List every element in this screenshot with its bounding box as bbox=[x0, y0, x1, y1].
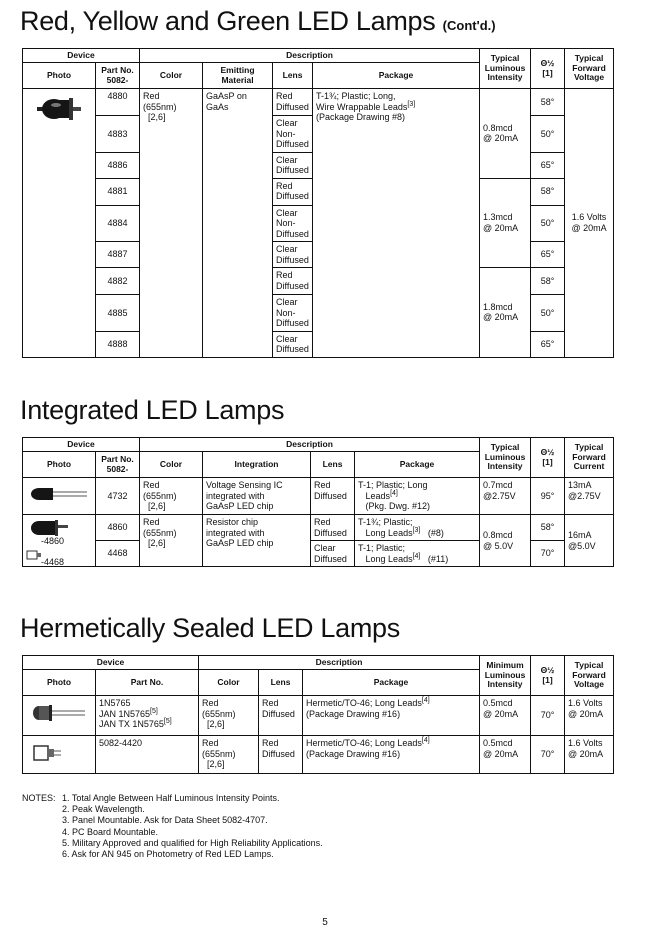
header-description: Description bbox=[140, 49, 480, 63]
header-typical-intensity: Typical Luminous Intensity bbox=[480, 438, 531, 478]
note-item: 1. Total Angle Between Half Luminous Intensity Points. bbox=[62, 793, 280, 803]
header-photo: Photo bbox=[23, 452, 96, 478]
section-title-suffix: (Cont'd.) bbox=[442, 18, 496, 33]
intensity-group-2: 1.3mcd @ 20mA bbox=[480, 178, 531, 268]
table-row: 4882 Red Diffused 1.8mcd @ 20mA 58° bbox=[23, 268, 614, 295]
section-title-hermetic: Hermetically Sealed LED Lamps bbox=[20, 613, 400, 643]
table-row: 1N5765 JAN 1N5765[5] JAN TX 1N5765[5] Red (655nm) [2,6] Red Diffused Hermetic/TO-46; Long Leads[4] (Package Drawing #16) 0.5mcd @ 20mA 70° 1.6 Volts @ 20mA bbox=[23, 696, 614, 736]
header-device: Device bbox=[23, 438, 140, 452]
led-lamp-photo-icon bbox=[36, 97, 82, 121]
header-forward-current: Typical Forward Current bbox=[565, 438, 614, 478]
header-package: Package bbox=[355, 452, 480, 478]
table-row: 4468 Clear Diffused T-1; Plastic; Long Leads[4] (#11) 70° bbox=[23, 541, 614, 567]
notes-label: NOTES: bbox=[22, 793, 56, 803]
note-item: 3. Panel Mountable. Ask for Data Sheet 5082-4707. bbox=[62, 815, 268, 826]
header-forward-voltage: Typical Forward Voltage bbox=[565, 49, 614, 89]
header-part-no: Part No. 5082- bbox=[96, 452, 140, 478]
header-photo: Photo bbox=[23, 63, 96, 89]
table-row: 5082-4420 Red (655nm) [2,6] Red Diffused Hermetic/TO-46; Long Leads[4] (Package Drawing #16) 0.5mcd @ 20mA 70° 1.6 Volts @ 20mA bbox=[23, 736, 614, 774]
hermetic-led-1n5765-photo-icon bbox=[31, 704, 87, 722]
header-photo: Photo bbox=[23, 670, 96, 696]
header-typical-intensity: Typical Luminous Intensity bbox=[480, 49, 531, 89]
photo-cell bbox=[23, 696, 96, 736]
header-package: Package bbox=[313, 63, 480, 89]
intensity-group-1: 0.8mcd @ 20mA bbox=[480, 89, 531, 179]
header-lens: Lens bbox=[311, 452, 355, 478]
note-item: 2. Peak Wavelength. bbox=[62, 804, 145, 815]
photo-label-4860: -4860 bbox=[41, 536, 65, 546]
photo-cell bbox=[23, 515, 96, 567]
table-hermetic-led-lamps bbox=[22, 655, 614, 774]
table-row: 4880 Red (655nm) [2,6] GaAsP on GaAs Red Diffused T-1¾; Plastic; Long, Wire Wrappable Leads[3] (Package Drawing #8) 0.8mcd @ 20mA 58° 1.6 Volts @ 20mA bbox=[23, 89, 614, 116]
table-row: 4881 Red Diffused 1.3mcd @ 20mA 58° bbox=[23, 178, 614, 205]
package-cell: T-1¾; Plastic; Long, Wire Wrappable Leads[3] (Package Drawing #8) bbox=[313, 89, 480, 358]
table-row: 4885 Clear Non- Diffused 50° bbox=[23, 295, 614, 332]
header-integration: Integration bbox=[203, 452, 311, 478]
section-title-integrated: Integrated LED Lamps bbox=[20, 395, 285, 425]
table-row: 4887 Clear Diffused 65° bbox=[23, 242, 614, 268]
table-row: 4886 Clear Diffused 65° bbox=[23, 152, 614, 178]
material-cell: GaAsP on GaAs bbox=[203, 89, 273, 358]
table-row: 4884 Clear Non- Diffused 50° bbox=[23, 205, 614, 242]
header-forward-voltage: Typical Forward Voltage bbox=[565, 656, 614, 696]
led-lamp-4468-photo-icon bbox=[26, 549, 42, 561]
header-color: Color bbox=[140, 63, 203, 89]
header-theta: Θ½ [1] bbox=[531, 438, 565, 478]
header-device: Device bbox=[23, 656, 199, 670]
header-lens: Lens bbox=[259, 670, 303, 696]
color-cell: Red (655nm) [2,6] bbox=[140, 89, 203, 358]
photo-cell bbox=[23, 478, 96, 515]
led-lamp-4860-photo-icon bbox=[29, 519, 69, 537]
note-item: 4. PC Board Mountable. bbox=[62, 826, 159, 837]
note-item: 6. Ask for AN 945 on Photometry of Red LED Lamps. bbox=[62, 849, 274, 860]
header-lens: Lens bbox=[273, 63, 313, 89]
photo-label-4468: -4468 bbox=[41, 557, 65, 567]
photo-cell bbox=[23, 736, 96, 774]
table-row: -4860 -4468 4860 Red (655nm) [2,6] Resistor chip integrated with GaAsP LED chip Red Diffused T-1¾; Plastic; Long Leads[3] (#8) 0.8mcd @ 5.0V 58° 16mA @5.0V bbox=[23, 515, 614, 541]
header-package: Package bbox=[303, 670, 480, 696]
led-lamp-4732-photo-icon bbox=[29, 486, 89, 502]
header-theta: Θ½ [1] bbox=[531, 49, 565, 89]
table-row: 4732 Red (655nm) [2,6] Voltage Sensing IC integrated with GaAsP LED chip Red Diffused T-1; Plastic; Long Leads[4] (Pkg. Dwg. #12) 0.7mcd @2.75V 95° 13mA @2.75V bbox=[23, 478, 614, 515]
header-description: Description bbox=[140, 438, 480, 452]
hermetic-led-4420-photo-icon bbox=[32, 744, 62, 762]
header-color: Color bbox=[140, 452, 203, 478]
table-row: 4888 Clear Diffused 65° bbox=[23, 331, 614, 357]
header-minimum-intensity: Minimum Luminous Intensity bbox=[480, 656, 531, 696]
notes-block bbox=[22, 793, 323, 860]
header-description: Description bbox=[199, 656, 480, 670]
forward-voltage-cell: 1.6 Volts @ 20mA bbox=[565, 89, 614, 358]
header-part-no: Part No. 5082- bbox=[96, 63, 140, 89]
header-color: Color bbox=[199, 670, 259, 696]
table-row: 4883 Clear Non- Diffused 50° bbox=[23, 116, 614, 153]
intensity-group-3: 1.8mcd @ 20mA bbox=[480, 268, 531, 358]
note-item: 5. Military Approved and qualified for High Reliability Applications. bbox=[62, 837, 323, 848]
header-device: Device bbox=[23, 49, 140, 63]
header-theta: Θ½ [1] bbox=[531, 656, 565, 696]
page-number: 5 bbox=[322, 917, 328, 928]
table-red-led-lamps bbox=[22, 48, 614, 358]
header-part-no: Part No. bbox=[96, 670, 199, 696]
section-title-red-yellow-green: Red, Yellow and Green LED Lamps (Cont'd.) bbox=[20, 6, 496, 36]
header-emitting-material: Emitting Material bbox=[203, 63, 273, 89]
photo-cell bbox=[23, 89, 96, 358]
table-integrated-led-lamps bbox=[22, 437, 614, 567]
